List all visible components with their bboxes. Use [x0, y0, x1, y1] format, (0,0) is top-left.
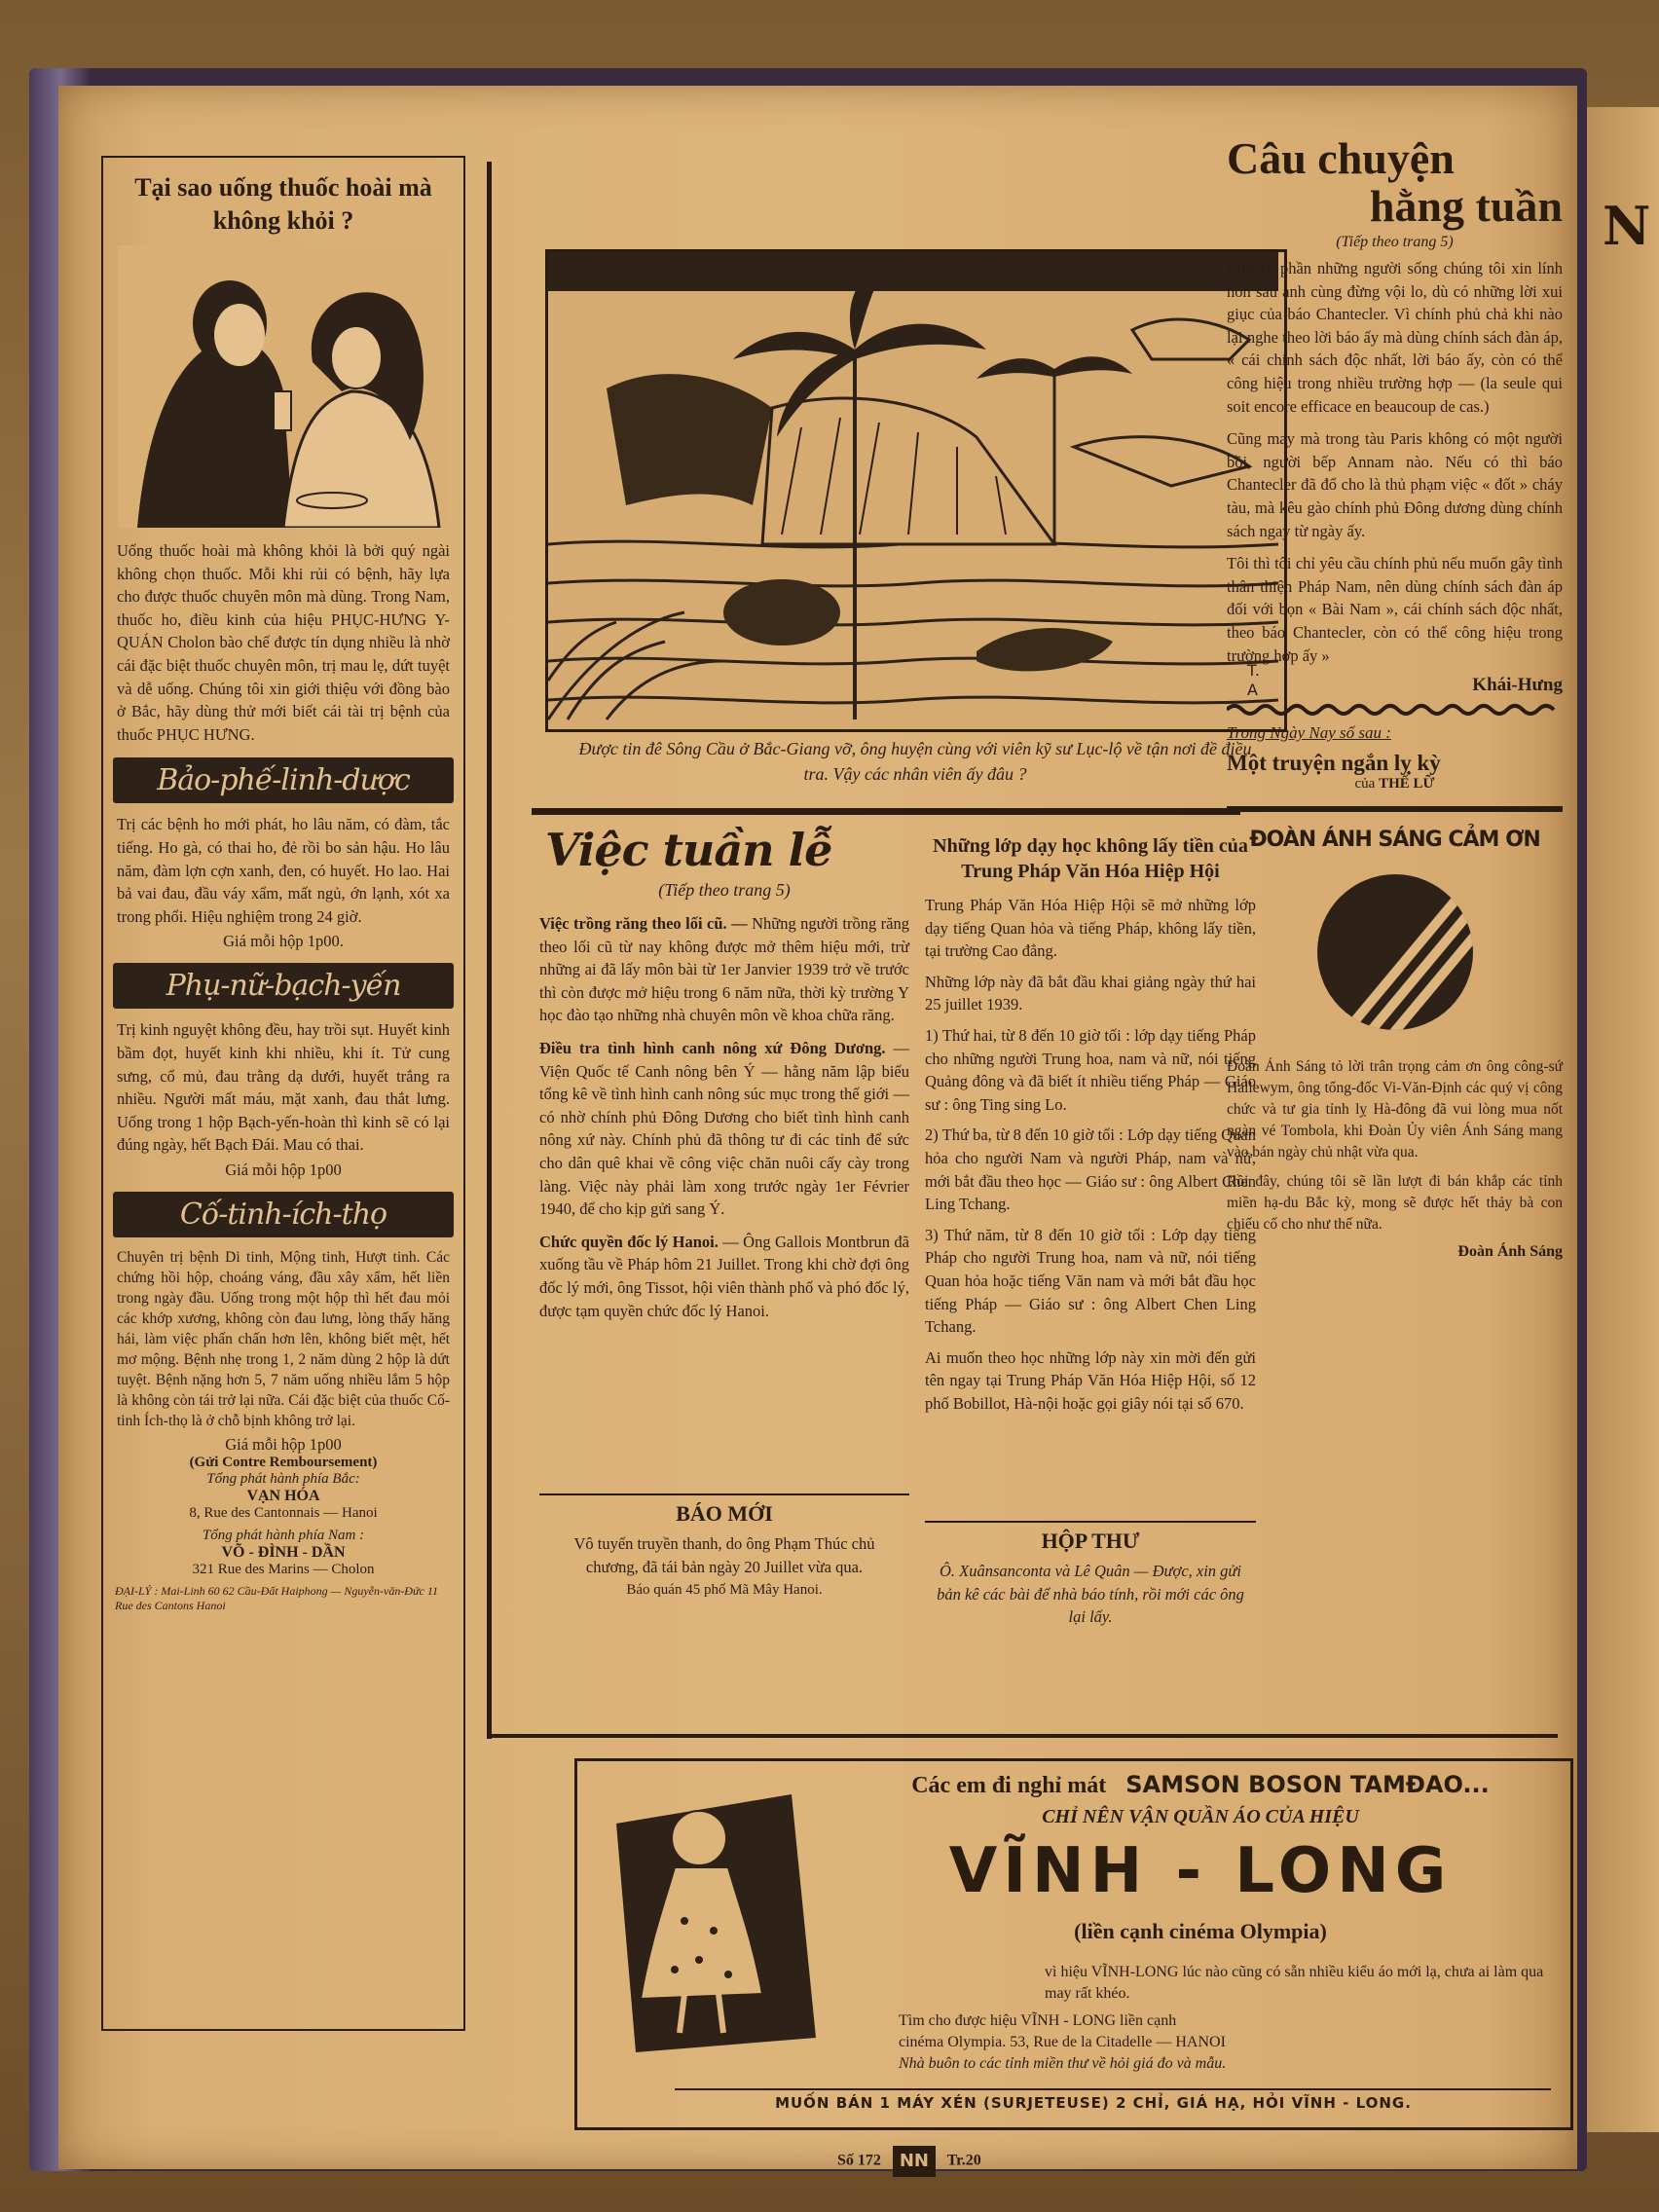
ad3-body: Trị kinh nguyệt không đều, hay trồi sụt. Huyết kinh bầm đọt, huyết kinh khi nhiều, khi ít. Tử cung sưng, cổ mủ, đau trằng dạ dưới, huyết trắng ra nhiều. Người mất máu, mặt xanh, đau thắt lưng. Uống trong 1 hộp Bạch-yến-hoàn thì kinh sẽ có lại đúng ngày, hết Bạch Đái. Mau có thai. [117, 1020, 450, 1155]
vl-brand: VĨNH - LONG [948, 1835, 1453, 1907]
ad4-body: Chuyên trị bệnh Di tinh, Mộng tinh, Hượt tinh. Các chứng hồi hộp, choáng váng, đầu xây xẩm, hết liền trong ngày đầu. Uống trong một hộp thì hết đau mỏi các khớp xương, không còn đau lưng, lòng thấy hăng hái, làm việc phấn chấn hơn lên, không biết mệt, hết mơ mộng. Bệnh nhẹ trong 1, 2 năm dùng 2 hộp là dứt tuyệt. Bệnh nặng hơn 5, 7 năm uống nhiều lắm 5 hộp là không còn tái trở lại nữa. Cái đặc biệt của thuốc Cố-tinh Ích-thọ là ở chỗ bịnh không trở lại. [117, 1248, 450, 1429]
cau-chuyen-column [1227, 132, 1563, 1261]
newspaper-page [58, 86, 1577, 2169]
viec-tuan-le-column [539, 824, 909, 1330]
anh-sang-title: ĐOÀN ÁNH SÁNG CẢM ƠN [1249, 828, 1540, 853]
lop-day-column [925, 833, 1256, 1422]
center-bottom-rule [487, 1734, 1558, 1738]
ngay-nay-title: Một truyện ngắn lỵ kỳ [1227, 751, 1441, 776]
cau-chuyen-author: Khái-Hưng [1472, 675, 1563, 696]
ad3-banner: Phụ-nữ-bạch-yến [113, 963, 454, 1009]
cau-chuyen-p1: Còn về phần những người sống chúng tôi xin lính hồn sáu anh cùng đừng vội lo, dù có những lời xui giục của báo Chantecler. Vì chính phủ chả khi nào lại nghe theo lời báo ấy mà dùng chính sách đàn áp, « cái chính sách độc nhất, lời báo ấy, còn có thể công hiệu trong nhiều trường hợp — (la seule qui soit encore efficace en beaucoup de cas.) [1227, 259, 1563, 416]
vl-addr2: cinéma Olympia. 53, Rue de la Citadelle — HANOI [899, 2034, 1226, 2050]
vl-bottom-rule [675, 2088, 1551, 2090]
ad4-dist-south-label: Tổng phát hành phía Nam : [202, 1527, 365, 1543]
girl-illustration [597, 1785, 821, 2057]
next-page-fragment: N [1603, 195, 1651, 257]
ad4-dist-north-addr: 8, Rue des Cantonnais — Hanoi [189, 1504, 378, 1521]
vl-bottom: MUỐN BÁN 1 MÁY XÉN (SURJETEUSE) 2 CHỈ, GIÁ HẠ, HỎI VĨNH - LONG. [775, 2094, 1412, 2112]
viec-tuan-le-title: Việc tuần lễ [545, 824, 832, 876]
ngay-nay-author: THẾ LỮ [1379, 776, 1435, 793]
hop-thu-body: Ô. Xuânsanconta và Lê Quân — Được, xin gửi bản kê các bài để nhà báo tính, rồi mới các ông lại lấy. [937, 1562, 1244, 1627]
column-rule-left [487, 162, 492, 1739]
bao-moi-body: Vô tuyến truyền thanh, do ông Phạm Thúc chủ chương, đã tái bản ngày 20 Juillet vừa qua. [573, 1534, 875, 1576]
anh-sang-logo [1308, 869, 1483, 1035]
landscape-drawing [548, 252, 1278, 723]
illustration-caption: Được tin đê Sông Cầu ở Bắc-Giang vỡ, ông huyện cùng với viên kỹ sư Lục-lộ về tận nơi đề điều tra. Vậy các nhân viên ấy đâu ? [578, 739, 1252, 784]
lop-day-class-2: 2) Thứ ba, từ 8 đến 10 giờ tối : Lớp dạy tiếng Quan hỏa cho người Nam và người Pháp, nam và nữ, mới bắt đầu theo học — Giáo sư : ông Albert Chen Ling Tchang. [925, 1125, 1256, 1214]
viec-p3-head: Chức quyền đốc lý Hanoi. [539, 1232, 719, 1251]
couple-illustration [118, 245, 449, 528]
ad3-price: Giá mỗi hộp 1p00 [225, 1160, 342, 1179]
page-footer [837, 2146, 1071, 2175]
vl-line1-places: SAMSON BOSON TAMĐAO... [1125, 1771, 1490, 1798]
lop-day-intro: Trung Pháp Văn Hóa Hiệp Hội sẽ mở những lớp dạy tiếng Quan hỏa và tiếng Pháp, không lấy tiền, tại trường Cao đẳng. [925, 896, 1256, 961]
viec-p2-body: — Viện Quốc tế Canh nông bên Ý — hằng năm lập biểu tổng kê về tình hình canh nông súc mục trong thế giới — có nhờ chính phủ Đông Dương cho biết tình hình canh nông xứ này. Chính phủ đã thông tư đi các tỉnh để sức cho dân quê khai về công việc chăn nuôi cấy cày trong làng. Việc này phải làm xong trước ngày 1er Février 1940, để cho kịp gửi sang Ý. [539, 1038, 909, 1219]
vl-desc: vì hiệu VĨNH-LONG lúc nào cũng có sẵn nhiều kiểu áo mới lạ, chưa ai làm qua may rất khéo. [1045, 1964, 1544, 2002]
viec-tuan-le-subtitle: (Tiếp theo trang 5) [658, 880, 791, 900]
anh-sang-rule [1227, 806, 1563, 812]
ad4-dist-south-addr: 321 Rue des Marins — Cholon [192, 1561, 375, 1577]
ad4-price: Giá mỗi hộp 1p00 [225, 1434, 342, 1454]
hop-thu-box [925, 1529, 1256, 1635]
bao-moi-title: BÁO MỚI [676, 1501, 773, 1526]
vl-location: (liền cạnh cinéma Olympia) [1074, 1919, 1327, 1943]
adjacent-page [1587, 107, 1659, 2132]
lop-day-class-1: 1) Thứ hai, từ 8 đến 10 giờ tối : lớp dạy tiếng Pháp cho những người Trung hoa, nam và nữ, nói tiếng Quảng đông và đã biết ít nhiều tiếng Pháp — Giáo sư : ông Ting sing Lo. [925, 1025, 1256, 1114]
hop-thu-rule [925, 1521, 1256, 1523]
vl-addr1: Tìm cho được hiệu VĨNH - LONG liền cạnh [899, 2012, 1177, 2029]
viec-p1-body: Những người trồng răng theo lối cũ từ nay không được mở thêm hiệu mới, trừ những ai đã lấy môn bài từ 1er Janvier 1939 trở về trước thì còn được mở hiệu trong 6 năm nữa, thời kỳ trường Y học đào tạo những nhà chuyên môn về khoa chữa răng. [539, 914, 909, 1025]
footer-issue: Số 172 [837, 2152, 881, 2169]
ad4-dist-north-label: Tổng phát hành phía Bắc: [206, 1470, 360, 1487]
bao-moi-box [539, 1501, 909, 1599]
ad4-banner: Cố-tinh-ích-thọ [113, 1192, 454, 1237]
ad2-price: Giá mỗi hộp 1p00. [223, 932, 344, 951]
hop-thu-title: HỘP THƯ [1041, 1529, 1140, 1553]
lop-day-outro: Ai muốn theo học những lớp này xin mời đến gửi tên ngay tại Trung Pháp Văn Hóa Hiệp Hội, số 12 phố Bobillot, Hà-nội hoặc gọi giây nói tại số 670. [925, 1347, 1256, 1413]
cau-chuyen-p2: Cũng may mà trong tàu Paris không có một người bồi, người bếp Annam nào. Nếu có thì báo Chantecler đã đổ cho là thủ phạm việc « đốt » cháy tàu, mà kêu gào chính phủ Đông dương dùng chính sách ngay từ ngày ấy. [1227, 429, 1563, 540]
ngay-nay-label: Trong Ngày Nay số sau : [1227, 723, 1391, 743]
vl-line2: CHỈ NÊN VẬN QUẦN ÁO CỦA HIỆU [1042, 1806, 1359, 1827]
vinh-long-ad [574, 1758, 1573, 2130]
ad1-body: Uống thuốc hoài mà không khỏi là bởi quý ngài không chọn thuốc. Mỗi khi rủi có bệnh, hãy lựa cho được thuốc chuyên môn mà dùng. Trong Nam, thuốc ho, điều kinh của hiệu PHỤC-HƯNG Y-QUÁN Cholon bào chế được tín dụng nhiều là nhờ cái đặc biệt thuốc chuyên môn, trị mau lẹ, dứt tuyệt và dễ uống. Chúng tôi xin giới thiệu với đồng bào ở Bắc, hãy dùng thử mới biết cái tài trị bệnh của thuốc PHỤC HƯNG. [117, 541, 450, 744]
viec-p2-head: Điều tra tình hình canh nông xứ Đông Dương. [539, 1038, 886, 1057]
anh-sang-body2: Rồi đây, chúng tôi sẽ lần lượt đi bán khắp các tỉnh miền hạ-du Bắc kỳ, mong sẽ được hết thảy bà con chiếu cố cho như thế nữa. [1227, 1173, 1563, 1234]
cau-chuyen-subtitle: (Tiếp theo trang 5) [1336, 234, 1454, 250]
viec-p1-head: Việc trồng răng theo lối cũ. — [539, 914, 748, 933]
ngay-nay-by: của [1354, 776, 1376, 793]
footer-page: Tr.20 [946, 2152, 981, 2169]
ad4-dist-north-name: VẠN HÓA [246, 1487, 320, 1504]
flood-illustration [545, 249, 1287, 732]
ad4-agents: ĐẠI-LÝ : Mai-Linh 60 62 Cầu-Đất Haiphong — Nguyễn-văn-Đức 11 Rue des Cantons Hanoi [115, 1583, 438, 1612]
lop-day-class-3: 3) Thứ năm, từ 8 đến 10 giờ tối : Lớp dạy tiếng Pháp cho người Trung hoa, nam và nữ, nói tiếng Quan hỏa hoặc tiếng Văn nam và mới bắt đầu học tiếng Pháp — Giáo sư : ông Albert Chen Ling Tchang. [925, 1225, 1256, 1337]
lop-day-open: Những lớp này đã bắt đầu khai giảng ngày thứ hai 25 juillet 1939. [925, 972, 1256, 1014]
illustration-signature: T. A [1247, 661, 1260, 699]
ad4-dist-south-name: VÕ - ĐÌNH - DẦN [221, 1543, 346, 1561]
vl-line1: Các em đi nghỉ mát [911, 1773, 1107, 1798]
wavy-divider [1227, 702, 1563, 718]
bao-moi-rule [539, 1493, 909, 1495]
ad4-note: (Gửi Contre Remboursement) [189, 1454, 378, 1470]
footer-logo: NN [893, 2146, 936, 2177]
center-thick-rule [532, 808, 1240, 815]
bao-moi-address: Báo quán 45 phố Mã Mây Hanoi. [626, 1582, 823, 1599]
cau-chuyen-title-1: Câu chuyện [1227, 133, 1455, 183]
left-ad-column [101, 156, 465, 2031]
cau-chuyen-p3: Tôi thì tôi chỉ yêu cầu chính phủ nếu muốn gây tình thân thiện Pháp Nam, nên dùng chính sách đàn áp đối với bọn « Bài Nam », cái chính sách độc nhất, theo báo Chantecler, còn có thể công hiệu trong trường hợp ấy » [1227, 554, 1563, 665]
viec-p3-body: — Ông Gallois Montbrun đã xuống tầu về Pháp hôm 21 Juillet. Trong khi chờ đợi ông đốc lý mới, ông Tissot, hội viên thành phố và phó đốc lý, được tạm quyền chức đốc lý Hanoi. [539, 1232, 910, 1320]
vl-addr3: Nhà buôn to các tỉnh miền thư về hỏi giá đo và mẫu. [899, 2055, 1227, 2072]
anh-sang-sign: Đoàn Ánh Sáng [1457, 1243, 1563, 1261]
anh-sang-body: Đoàn Ánh Sáng tỏ lời trân trọng cảm ơn ông công-sứ Hallewym, ông tổng-đốc Vi-Văn-Định các quý vị công chức và tư gia tỉnh lỵ Hà-đông đã vui lòng mua nốt ngàn vé Tombola, khi Đoàn Ủy viên Ánh Sáng mang vào bán ngày chủ nhật vừa qua. [1227, 1058, 1563, 1161]
ad2-banner: Bảo-phế-linh-dược [113, 757, 454, 803]
lop-day-title: Những lớp dạy học không lấy tiền của Trung Pháp Văn Hóa Hiệp Hội [933, 835, 1248, 882]
ad2-body: Trị các bệnh ho mới phát, ho lâu năm, có đàm, tắc tiếng. Ho gà, có thai ho, đẻ rồi bo sản hậu. Ho lâu năm, đàm lợn cợn xanh, đen, có huyết. Ho lao. Hai bả vai đau, đầu váy xẩm, mất ngủ, ớn lạnh, xót xa trong phổi. Hiệu nghiệm trong 24 giờ. [117, 815, 450, 926]
ad1-title: Tại sao uống thuốc hoài mà không khỏi ? [134, 173, 432, 235]
cau-chuyen-title-2: hằng tuần [1369, 181, 1563, 231]
